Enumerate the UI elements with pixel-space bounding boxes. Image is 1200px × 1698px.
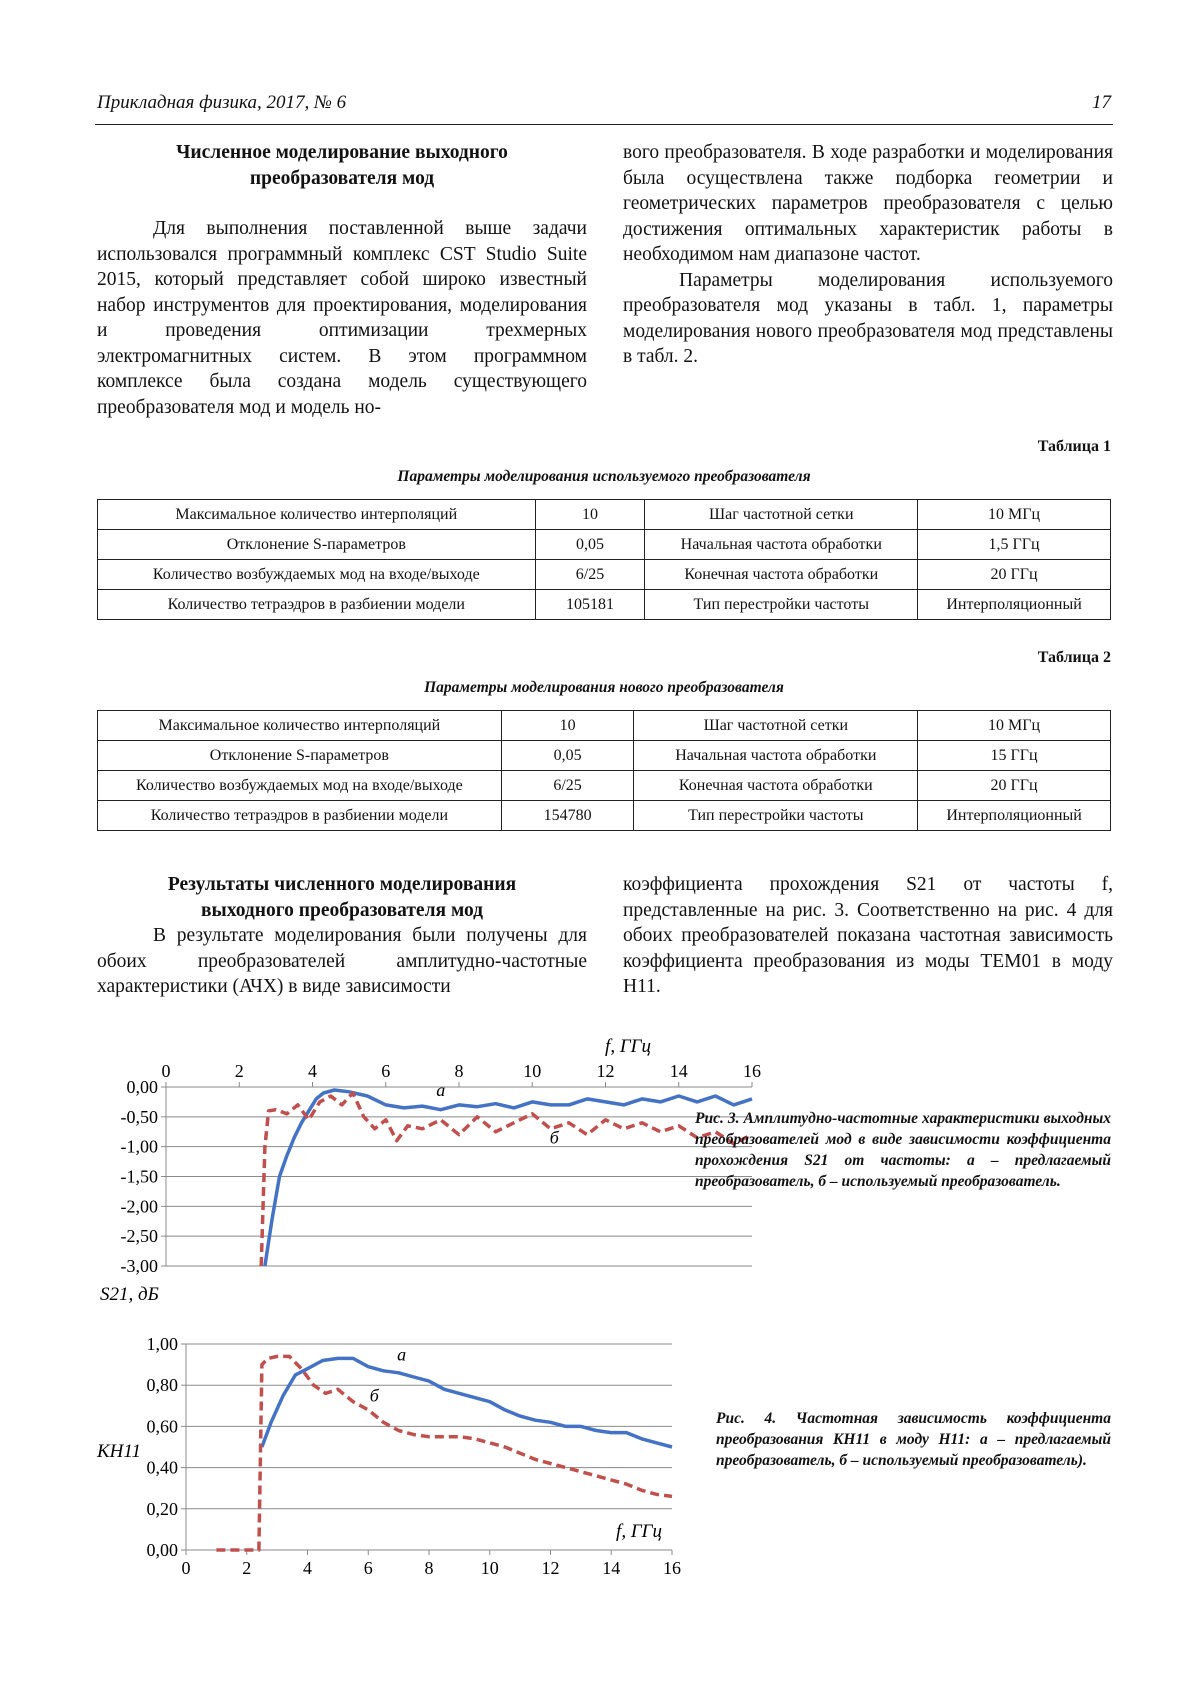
table-cell: Шаг частотной сетки (634, 711, 918, 741)
table-row (98, 771, 1111, 801)
series-annotation: а (436, 1079, 446, 1100)
x-axis-label: f, ГГц (616, 1521, 662, 1542)
y-axis-label: S21, дБ (100, 1284, 159, 1305)
y-tick-label: -1,50 (120, 1166, 158, 1187)
table-cell: Конечная частота обработки (645, 560, 918, 590)
y-tick-label: -0,50 (120, 1106, 158, 1127)
x-tick-label: 2 (234, 1061, 244, 1081)
y-tick-label: 1,00 (146, 1334, 178, 1354)
x-tick-label: 4 (308, 1061, 317, 1081)
section2-title: Результаты численного моделирования выходного преобразователя мод (167, 874, 517, 921)
table-cell: Конечная частота обработки (634, 771, 918, 801)
table-row (98, 530, 1111, 560)
table-cell: 0,05 (501, 741, 634, 771)
table1-title: Параметры моделирования используемого преобразователя (397, 468, 811, 485)
y-tick-label: -1,00 (120, 1136, 158, 1157)
table-cell: Отклонение S-параметров (98, 530, 536, 560)
table-cell: Тип перестройки частоты (634, 801, 918, 831)
table-cell: Количество тетраэдров в разбиении модели (98, 801, 502, 831)
x-tick-label: 16 (743, 1061, 761, 1081)
table2-title: Параметры моделирования нового преобразователя (424, 679, 784, 696)
table-row (98, 560, 1111, 590)
table-cell: 154780 (501, 801, 634, 831)
table-cell: Тип перестройки частоты (645, 590, 918, 620)
x-tick-label: 14 (602, 1558, 621, 1578)
table-row (98, 590, 1111, 620)
table-cell: 1,5 ГГц (918, 530, 1111, 560)
table-cell: Начальная частота обработки (634, 741, 918, 771)
y-tick-label: 0,00 (146, 1540, 178, 1560)
table-row (98, 801, 1111, 831)
table-cell: 6/25 (535, 560, 645, 590)
x-tick-label: 6 (363, 1558, 373, 1578)
figure3-chart (85, 1035, 761, 1305)
x-tick-label: 10 (523, 1061, 542, 1081)
x-tick-label: 6 (381, 1061, 391, 1081)
table-cell: Начальная частота обработки (645, 530, 918, 560)
x-tick-label: 4 (303, 1558, 312, 1578)
table-cell: 20 ГГц (918, 771, 1111, 801)
section1-title: Численное моделирование выходного преобразователя мод (176, 142, 508, 189)
table2 (97, 710, 1111, 831)
figure4-chart (85, 1330, 690, 1590)
figure4-caption: Рис. 4. Частотная зависимость коэффициента преобразования KН11 в моду H11: а – предлагаемый преобразователь, б – используемый преобразователь). (716, 1410, 1111, 1469)
section2-left-column (97, 872, 587, 1000)
section1-paragraph-2: Параметры моделирования используемого преобразователя мод указаны в табл. 1, параметры моделирования нового преобразователя мод представлены в табл. 2. (623, 269, 1113, 367)
table-cell: Шаг частотной сетки (645, 500, 918, 530)
series-annotation: б (369, 1385, 379, 1406)
section1-right-column (623, 140, 1113, 370)
table-cell: 105181 (535, 590, 645, 620)
section1-paragraph-1b: вого преобразователя. В ходе разработки и моделирования была осуществлена также подборка геометрии и геометрических параметров преобразователя с целью достижения оптимальных характеристик работы в необходимом нам диапазоне частот. (623, 142, 1113, 265)
section2-paragraph-right: коэффициента прохождения S21 от частоты f, представленные на рис. 3. Соответственно на рис. 4 для обоих преобразователей показана частотная зависимость коэффициента преобразования из моды TEM01 в моду H11. (623, 874, 1113, 997)
table-cell: 20 ГГц (918, 560, 1111, 590)
table-cell: 10 МГц (918, 711, 1111, 741)
x-tick-label: 12 (596, 1061, 615, 1081)
table1 (97, 499, 1111, 620)
table-row (98, 500, 1111, 530)
y-tick-label: -2,00 (120, 1196, 158, 1217)
section1-left-column (97, 140, 587, 420)
table-cell: Количество возбуждаемых мод на входе/выходе (98, 560, 536, 590)
table-cell: 10 (501, 711, 634, 741)
x-tick-label: 14 (669, 1061, 688, 1081)
x-tick-label: 0 (161, 1061, 171, 1081)
section1-paragraph-1a: Для выполнения поставленной выше задачи использовался программный комплекс CST Studio Suite 2015, который представляет собой широко известный набор инструментов для проектирования, моделирования и проведения оптимизации трехмерных электромагнитных систем. В этом программном комплексе была создана модель существующего преобразователя мод и модель но- (97, 218, 587, 418)
y-tick-label: -2,50 (120, 1226, 158, 1247)
series-line-a (262, 1358, 672, 1447)
table-cell: 10 МГц (918, 500, 1111, 530)
header-rule (95, 124, 1113, 125)
table-cell: 10 (535, 500, 645, 530)
series-line-b (261, 1093, 752, 1266)
table-cell: 15 ГГц (918, 741, 1111, 771)
y-tick-label: 0,20 (146, 1498, 178, 1519)
x-tick-label: 8 (454, 1061, 464, 1081)
running-header (97, 92, 1111, 120)
table-cell: Интерполяционный (918, 590, 1111, 620)
table-cell: Количество возбуждаемых мод на входе/выходе (98, 771, 502, 801)
table-cell: Максимальное количество интерполяций (98, 500, 536, 530)
series-annotation: б (549, 1127, 559, 1148)
x-tick-label: 0 (181, 1558, 191, 1578)
y-tick-label: 0,60 (146, 1416, 178, 1437)
section2-paragraph-left: В результате моделирования были получены для обоих преобразователей амплитудно-частотные характеристики (АЧХ) в виде зависимости (97, 925, 587, 997)
figure3-caption: Рис. 3. Амплитудно-частотные характеристики выходных преобразователей мод в виде зависимости коэффициента прохождения S21 от частоты: а – предлагаемый преобразователь, б – используемый преобразователь. (695, 1110, 1111, 1190)
table-cell: Количество тетраэдров в разбиении модели (98, 590, 536, 620)
table-cell: Интерполяционный (918, 801, 1111, 831)
y-tick-label: -3,00 (120, 1256, 158, 1276)
table2-caption: Таблица 2 (1037, 649, 1111, 666)
x-tick-label: 10 (480, 1558, 499, 1578)
table-cell: Максимальное количество интерполяций (98, 711, 502, 741)
x-tick-label: 16 (663, 1558, 681, 1578)
y-tick-label: 0,40 (146, 1457, 178, 1478)
y-tick-label: 0,00 (126, 1077, 158, 1097)
table-row (98, 741, 1111, 771)
section2-right-column (623, 872, 1113, 1000)
table-cell: 6/25 (501, 771, 634, 801)
table-cell: 0,05 (535, 530, 645, 560)
series-annotation: а (397, 1344, 407, 1365)
x-tick-label: 12 (541, 1558, 560, 1578)
x-axis-label: f, ГГц (605, 1036, 651, 1057)
y-tick-label: 0,80 (146, 1375, 178, 1396)
x-tick-label: 8 (424, 1558, 434, 1578)
table1-caption: Таблица 1 (1037, 438, 1111, 455)
journal-title: Прикладная физика, 2017, № 6 (97, 92, 347, 113)
y-axis-label: KН11 (97, 1441, 141, 1462)
table-cell: Отклонение S-параметров (98, 741, 502, 771)
table-row (98, 711, 1111, 741)
page-number: 17 (1092, 92, 1111, 113)
x-tick-label: 2 (242, 1558, 252, 1578)
